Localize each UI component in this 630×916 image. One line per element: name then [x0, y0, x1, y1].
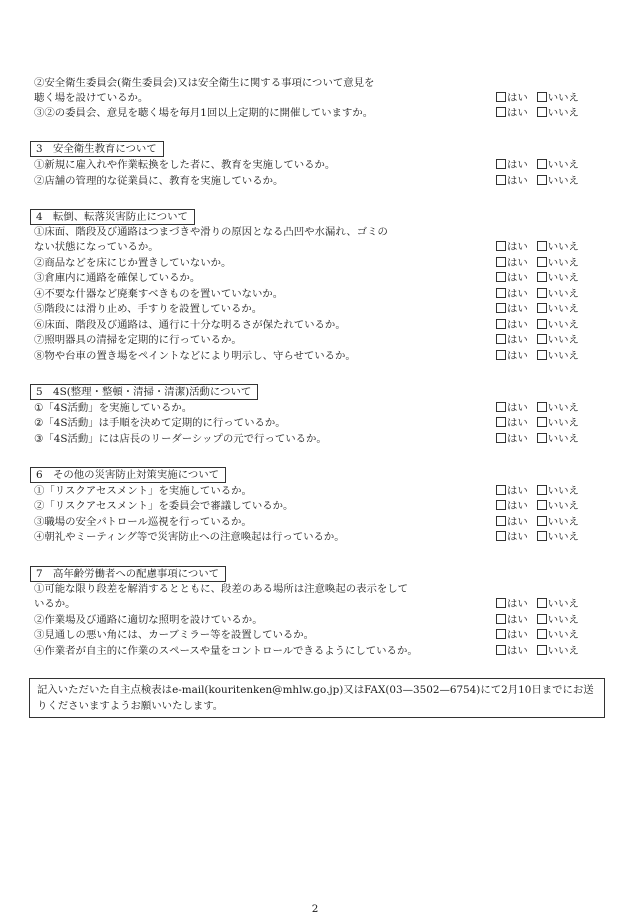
no-label: いいえ [547, 107, 579, 119]
no-checkbox[interactable] [537, 629, 547, 639]
answer-options [496, 628, 579, 643]
yes-checkbox[interactable] [496, 241, 506, 251]
no-label: いいえ [547, 303, 579, 315]
submission-note: 記入いただいた自主点検表はe-mail(kouritenken@mhlw.go.jp)又はFAX(03—3502—6754)にて2月10日までにお送りくださいますようお願いいたします。 [29, 678, 605, 718]
no-checkbox[interactable] [537, 92, 547, 102]
no-option[interactable] [537, 628, 579, 643]
yes-checkbox[interactable] [496, 629, 506, 639]
no-checkbox[interactable] [537, 350, 547, 360]
yes-checkbox[interactable] [496, 645, 506, 655]
yes-checkbox[interactable] [496, 531, 506, 541]
question-text: ①「4S活動」を実施しているか。 [34, 402, 193, 414]
yes-label: はい [507, 350, 528, 362]
no-checkbox[interactable] [537, 516, 547, 526]
question-text: ④朝礼やミーティング等で災害防止への注意喚起は行っているか。 [34, 531, 345, 543]
question-text: ②「4S活動」は手順を決めて定期的に行っているか。 [34, 417, 286, 429]
yes-label: はい [507, 500, 528, 512]
question-row [34, 271, 594, 286]
yes-label: はい [507, 107, 528, 119]
question-text: ③職場の安全パトロール巡視を行っているか。 [34, 516, 252, 528]
question-row [34, 174, 594, 189]
question-text: ①「リスクアセスメント」を実施しているか。 [34, 485, 252, 497]
question-text: ⑤階段には滑り止め、手すりを設置しているか。 [34, 303, 263, 315]
yes-label: はい [507, 241, 528, 253]
no-label: いいえ [547, 645, 579, 657]
no-option[interactable] [537, 240, 579, 255]
question-row [34, 240, 594, 255]
no-checkbox[interactable] [537, 402, 547, 412]
answer-options [496, 106, 579, 121]
question-row [34, 401, 594, 416]
answer-options [496, 287, 579, 302]
yes-checkbox[interactable] [496, 107, 506, 117]
no-label: いいえ [547, 241, 579, 253]
yes-option[interactable] [496, 628, 528, 643]
yes-checkbox[interactable] [496, 402, 506, 412]
no-checkbox[interactable] [537, 175, 547, 185]
answer-options [496, 484, 579, 499]
no-label: いいえ [547, 516, 579, 528]
no-label: いいえ [547, 350, 579, 362]
yes-checkbox[interactable] [496, 159, 506, 169]
question-row [34, 106, 594, 121]
section-6-heading: 6 その他の災害防止対策実施について [30, 467, 226, 483]
no-label: いいえ [547, 92, 579, 104]
yes-option[interactable] [496, 432, 528, 447]
no-checkbox[interactable] [537, 319, 547, 329]
answer-options [496, 515, 579, 530]
yes-checkbox[interactable] [496, 257, 506, 267]
yes-checkbox[interactable] [496, 433, 506, 443]
section-5-heading: 5 4S(整理・整頓・清掃・清潔)活動について [30, 384, 258, 400]
answer-options [496, 432, 579, 447]
no-checkbox[interactable] [537, 614, 547, 624]
answer-options [496, 333, 579, 348]
yes-label: はい [507, 598, 528, 610]
answer-options [496, 91, 579, 106]
yes-label: はい [507, 417, 528, 429]
yes-checkbox[interactable] [496, 319, 506, 329]
no-label: いいえ [547, 402, 579, 414]
no-checkbox[interactable] [537, 598, 547, 608]
yes-label: はい [507, 334, 528, 346]
answer-options [496, 318, 579, 333]
question-text: ①可能な限り段差を解消するとともに、段差のある場所は注意喚起の表示をして [34, 583, 409, 595]
no-label: いいえ [547, 257, 579, 269]
no-label: いいえ [547, 500, 579, 512]
no-option[interactable] [537, 287, 579, 302]
yes-label: はい [507, 272, 528, 284]
no-option[interactable] [537, 484, 579, 499]
answer-options [496, 158, 579, 173]
yes-option[interactable] [496, 318, 528, 333]
yes-checkbox[interactable] [496, 614, 506, 624]
no-option[interactable] [537, 644, 579, 659]
yes-checkbox[interactable] [496, 485, 506, 495]
no-checkbox[interactable] [537, 531, 547, 541]
yes-checkbox[interactable] [496, 303, 506, 313]
yes-option[interactable] [496, 287, 528, 302]
yes-option[interactable] [496, 613, 528, 628]
no-option[interactable] [537, 318, 579, 333]
yes-option[interactable] [496, 91, 528, 106]
section-4-heading: 4 転倒、転落災害防止について [30, 209, 195, 225]
no-checkbox[interactable] [537, 500, 547, 510]
yes-option[interactable] [496, 271, 528, 286]
answer-options [496, 349, 579, 364]
question-text: ②店舗の管理的な従業員に、教育を実施しているか。 [34, 175, 284, 187]
no-label: いいえ [547, 417, 579, 429]
yes-option[interactable] [496, 240, 528, 255]
yes-label: はい [507, 159, 528, 171]
no-option[interactable] [537, 530, 579, 545]
question-text: ⑥床面、階段及び通路は、通行に十分な明るさが保たれているか。 [34, 319, 346, 331]
question-row [34, 628, 594, 643]
yes-label: はい [507, 402, 528, 414]
no-label: いいえ [547, 614, 579, 626]
answer-options [496, 644, 579, 659]
question-text: ①新規に雇入れや作業転換をした者に、教育を実施しているか。 [34, 159, 336, 171]
yes-option[interactable] [496, 499, 528, 514]
no-option[interactable] [537, 174, 579, 189]
yes-label: はい [507, 303, 528, 315]
yes-option[interactable] [496, 333, 528, 348]
yes-option[interactable] [496, 644, 528, 659]
no-label: いいえ [547, 598, 579, 610]
no-label: いいえ [547, 485, 579, 497]
question-text: ①床面、階段及び通路はつまづきや滑りの原因となる凸凹や水漏れ、ゴミの [34, 226, 388, 238]
yes-checkbox[interactable] [496, 334, 506, 344]
question-row [34, 333, 594, 348]
no-option[interactable] [537, 158, 579, 173]
question-text: ②安全衛生委員会(衛生委員会)又は安全衛生に関する事項について意見を [34, 77, 375, 89]
no-option[interactable] [537, 349, 579, 364]
yes-label: はい [507, 531, 528, 543]
answer-options [496, 401, 579, 416]
yes-option[interactable] [496, 416, 528, 431]
question-row [34, 515, 594, 530]
no-option[interactable] [537, 401, 579, 416]
question-text: ③倉庫内に通路を確保しているか。 [34, 272, 201, 284]
question-text: ②作業場及び通路に適切な照明を設けているか。 [34, 614, 263, 626]
no-option[interactable] [537, 302, 579, 317]
question-row [34, 597, 594, 612]
question-text: 聴く場を設けているか。 [34, 92, 149, 104]
yes-label: はい [507, 614, 528, 626]
yes-checkbox[interactable] [496, 288, 506, 298]
yes-option[interactable] [496, 484, 528, 499]
no-checkbox[interactable] [537, 433, 547, 443]
question-row [34, 318, 594, 333]
no-option[interactable] [537, 597, 579, 612]
no-option[interactable] [537, 432, 579, 447]
no-option[interactable] [537, 499, 579, 514]
question-row [34, 91, 594, 106]
yes-option[interactable] [496, 349, 528, 364]
question-text: ③見通しの悪い角には、カーブミラー等を設置しているか。 [34, 629, 315, 641]
yes-option[interactable] [496, 515, 528, 530]
yes-checkbox[interactable] [496, 500, 506, 510]
question-row [34, 349, 594, 364]
no-checkbox[interactable] [537, 334, 547, 344]
question-text: ③「4S活動」には店長のリーダーシップの元で行っているか。 [34, 433, 327, 445]
yes-label: はい [507, 629, 528, 641]
answer-options [496, 271, 579, 286]
yes-option[interactable] [496, 256, 528, 271]
answer-options [496, 499, 579, 514]
yes-checkbox[interactable] [496, 350, 506, 360]
no-checkbox[interactable] [537, 485, 547, 495]
question-row [34, 256, 594, 271]
question-row [34, 158, 594, 173]
no-label: いいえ [547, 272, 579, 284]
question-text: ④不要な什器など廃棄すべきものを置いていないか。 [34, 288, 284, 300]
question-text: ③②の委員会、意見を聴く場を毎月1回以上定期的に開催していますか。 [34, 107, 374, 119]
answer-options [496, 613, 579, 628]
page-number: 2 [311, 903, 319, 915]
no-label: いいえ [547, 531, 579, 543]
question-text: ②商品などを床にじか置きしていないか。 [34, 257, 232, 269]
no-checkbox[interactable] [537, 107, 547, 117]
no-option[interactable] [537, 106, 579, 121]
no-option[interactable] [537, 416, 579, 431]
no-option[interactable] [537, 91, 579, 106]
no-option[interactable] [537, 613, 579, 628]
yes-option[interactable] [496, 158, 528, 173]
yes-label: はい [507, 92, 528, 104]
no-checkbox[interactable] [537, 417, 547, 427]
answer-options [496, 256, 579, 271]
yes-option[interactable] [496, 174, 528, 189]
question-text: いるか。 [34, 598, 76, 610]
question-row [34, 76, 594, 91]
no-checkbox[interactable] [537, 303, 547, 313]
answer-options [496, 302, 579, 317]
yes-option[interactable] [496, 302, 528, 317]
no-label: いいえ [547, 288, 579, 300]
no-label: いいえ [547, 319, 579, 331]
no-checkbox[interactable] [537, 645, 547, 655]
yes-checkbox[interactable] [496, 417, 506, 427]
question-text: ⑦照明器具の清掃を定期的に行っているか。 [34, 334, 242, 346]
question-text: ④作業者が自主的に作業のスペースや量をコントロールできるようにしているか。 [34, 645, 418, 657]
question-row [34, 582, 594, 597]
question-row [34, 613, 594, 628]
answer-options [496, 597, 579, 612]
no-label: いいえ [547, 433, 579, 445]
question-row [34, 416, 594, 431]
section-3-heading: 3 安全衛生教育について [30, 141, 164, 157]
yes-checkbox[interactable] [496, 92, 506, 102]
question-text: ②「リスクアセスメント」を委員会で審議しているか。 [34, 500, 294, 512]
section-7-heading: 7 高年齢労働者への配慮事項について [30, 566, 226, 582]
yes-checkbox[interactable] [496, 598, 506, 608]
answer-options [496, 174, 579, 189]
yes-label: はい [507, 175, 528, 187]
question-text: ない状態になっているか。 [34, 241, 159, 253]
no-checkbox[interactable] [537, 272, 547, 282]
no-option[interactable] [537, 333, 579, 348]
no-checkbox[interactable] [537, 159, 547, 169]
question-row [34, 302, 594, 317]
yes-label: はい [507, 288, 528, 300]
no-option[interactable] [537, 271, 579, 286]
no-option[interactable] [537, 256, 579, 271]
question-row [34, 644, 594, 659]
yes-checkbox[interactable] [496, 516, 506, 526]
answer-options [496, 530, 579, 545]
yes-label: はい [507, 645, 528, 657]
no-checkbox[interactable] [537, 241, 547, 251]
yes-label: はい [507, 516, 528, 528]
no-label: いいえ [547, 334, 579, 346]
no-checkbox[interactable] [537, 288, 547, 298]
yes-option[interactable] [496, 401, 528, 416]
no-checkbox[interactable] [537, 257, 547, 267]
yes-label: はい [507, 319, 528, 331]
answer-options [496, 416, 579, 431]
no-label: いいえ [547, 175, 579, 187]
answer-options [496, 240, 579, 255]
question-row [34, 530, 594, 545]
no-label: いいえ [547, 629, 579, 641]
yes-option[interactable] [496, 597, 528, 612]
question-row [34, 499, 594, 514]
yes-option[interactable] [496, 106, 528, 121]
no-option[interactable] [537, 515, 579, 530]
question-row [34, 225, 594, 240]
yes-checkbox[interactable] [496, 175, 506, 185]
question-text: ⑧物や台車の置き場をペイントなどにより明示し、守らせているか。 [34, 350, 356, 362]
yes-checkbox[interactable] [496, 272, 506, 282]
yes-label: はい [507, 485, 528, 497]
yes-label: はい [507, 433, 528, 445]
question-row [34, 484, 594, 499]
question-row [34, 287, 594, 302]
yes-label: はい [507, 257, 528, 269]
question-row [34, 432, 594, 447]
no-label: いいえ [547, 159, 579, 171]
yes-option[interactable] [496, 530, 528, 545]
